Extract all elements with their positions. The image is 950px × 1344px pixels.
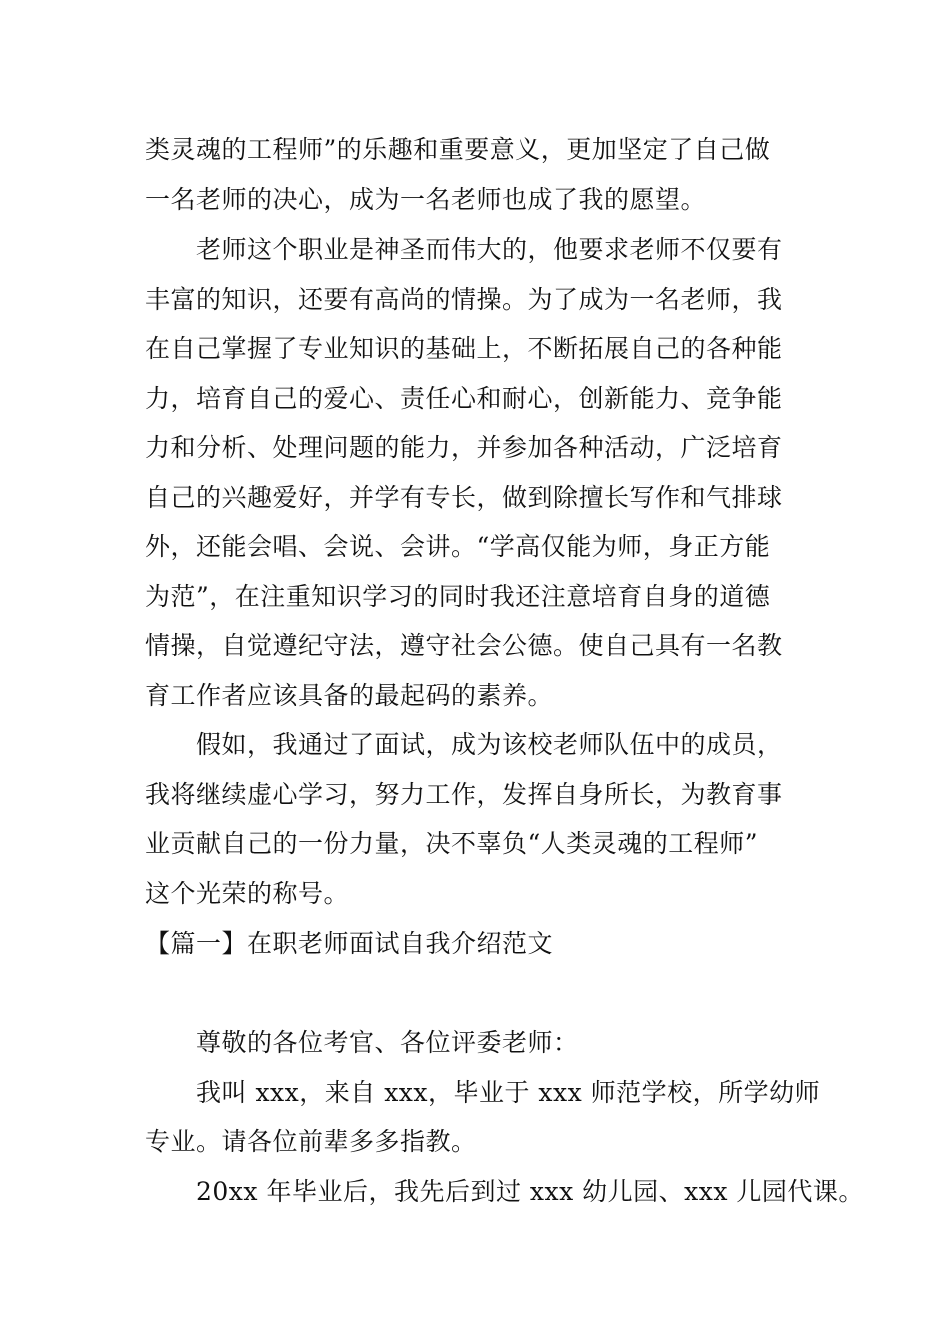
paragraph-line: 为范”，在注重知识学习的同时我还注意培育自身的道德 — [145, 582, 771, 611]
paragraph-line: 育工作者应该具备的最起码的素养。 — [145, 681, 554, 710]
paragraph-line: 情操，自觉遵纪守法，遵守社会公德。使自己具有一名教 — [145, 631, 783, 660]
paragraph-line: 丰富的知识，还要有高尚的情操。为了成为一名老师，我 — [145, 285, 783, 314]
paragraph-line: 专业。请各位前辈多多指教。 — [145, 1127, 477, 1156]
paragraph-line: 力，培育自己的爱心、责任心和耐心，创新能力、竞争能 — [145, 384, 783, 413]
paragraph-line: 外，还能会唱、会说、会讲。“学高仅能为师，身正方能 — [145, 532, 771, 561]
greeting-line: 尊敬的各位考官、各位评委老师： — [196, 1028, 579, 1057]
paragraph-line: 一名老师的决心，成为一名老师也成了我的愿望。 — [145, 185, 707, 214]
paragraph-line: 在自己掌握了专业知识的基础上，不断拓展自己的各种能 — [145, 334, 783, 363]
paragraph-line: 我叫 xxx，来自 xxx，毕业于 xxx 师范学校，所学幼师 — [196, 1078, 821, 1107]
section-heading: 【篇一】在职老师面试自我介绍范文 — [145, 929, 554, 958]
paragraph-line: 力和分析、处理问题的能力，并参加各种活动，广泛培育 — [145, 433, 783, 462]
paragraph-line: 自己的兴趣爱好，并学有专长，做到除擅长写作和气排球 — [145, 483, 783, 512]
paragraph-line: 业贡献自己的一份力量，决不辜负“人类灵魂的工程师” — [145, 829, 759, 858]
paragraph-line: 20xx 年毕业后，我先后到过 xxx 幼儿园、xxx 儿园代课。 — [196, 1177, 864, 1206]
paragraph-line: 老师这个职业是神圣而伟大的，他要求老师不仅要有 — [196, 235, 783, 264]
paragraph-line: 类灵魂的工程师”的乐趣和重要意义，更加坚定了自己做 — [145, 135, 771, 164]
paragraph-line: 假如，我通过了面试，成为该校老师队伍中的成员， — [196, 730, 783, 759]
paragraph-line: 这个光荣的称号。 — [145, 879, 350, 908]
paragraph-line: 我将继续虚心学习，努力工作，发挥自身所长，为教育事 — [145, 780, 783, 809]
